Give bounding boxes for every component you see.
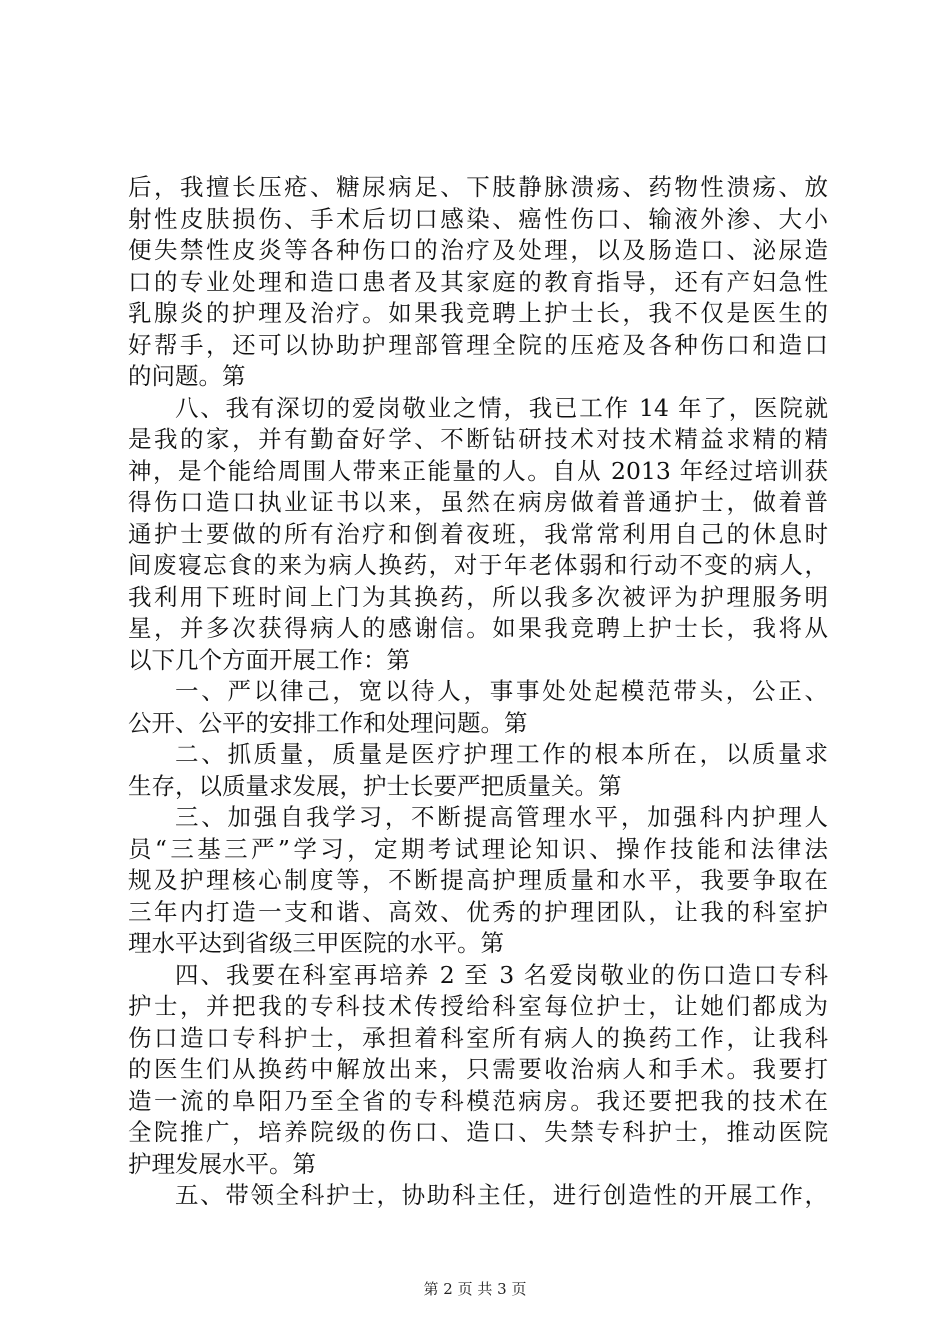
text-line: 三年内打造一支和谐、高效、优秀的护理团队，让我的科室护	[128, 897, 828, 926]
text-line: 口的专业处理和造口患者及其家庭的教育指导，还有产妇急性	[128, 267, 828, 296]
text-line: 员“三基三严”学习，定期考试理论知识、操作技能和法律法	[128, 834, 828, 863]
text-line: 乳腺炎的护理及治疗。如果我竞聘上护士长，我不仅是医生的	[128, 299, 828, 327]
text-line: 造一流的阜阳乃至全省的专科模范病房。我还要把我的技术在	[128, 1086, 828, 1115]
paragraph-plan-one	[128, 676, 828, 739]
paragraph-expertise	[128, 172, 828, 393]
text-line: 四、我要在科室再培养 2 至 3 名爱岗敬业的伤口造口专科	[175, 960, 828, 989]
text-line: 二、抓质量，质量是医疗护理工作的根本所在，以质量求	[175, 740, 828, 768]
text-line: 得伤口造口执业证书以来，虽然在病房做着普通护士，做着普	[128, 488, 828, 516]
text-line: 的医生们从换药中解放出来，只需要收治病人和手术。我要打	[128, 1055, 828, 1083]
text-line: 便失禁性皮炎等各种伤口的治疗及处理，以及肠造口、泌尿造	[128, 236, 828, 264]
text-line: 以下几个方面开展工作：第	[128, 645, 410, 674]
paragraph-plan-two	[128, 739, 828, 802]
text-line: 通护士要做的所有治疗和倒着夜班，我常常利用自己的休息时	[128, 519, 828, 548]
text-line: 是我的家，并有勤奋好学、不断钻研技术对技术精益求精的精	[128, 425, 828, 453]
text-line: 五、带领全科护士，协助科主任，进行创造性的开展工作，	[175, 1181, 828, 1209]
text-line: 护士，并把我的专科技术传授给科室每位护士，让她们都成为	[128, 992, 828, 1020]
text-line: 神，是个能给周围人带来正能量的人。自从 2013 年经过培训获	[128, 456, 828, 485]
text-line: 星，并多次获得病人的感谢信。如果我竞聘上护士长，我将从	[128, 614, 828, 642]
text-line: 三、加强自我学习，不断提高管理水平，加强科内护理人	[175, 803, 828, 831]
text-line: 生存，以质量求发展，护士长要严把质量关。第	[128, 771, 622, 800]
paragraph-point-eight	[128, 393, 828, 677]
text-line: 公开、公平的安排工作和处理问题。第	[128, 708, 528, 737]
text-line: 八、我有深切的爱岗敬业之情，我已工作 14 年了，医院就	[175, 393, 828, 422]
text-line: 间废寝忘食的来为病人换药，对于年老体弱和行动不变的病人，	[128, 551, 828, 579]
text-line: 我利用下班时间上门为其换药，所以我多次被评为护理服务明	[128, 582, 828, 611]
text-line: 一、严以律己，宽以待人，事事处处起模范带头，公正、	[175, 677, 828, 705]
text-line: 规及护理核心制度等，不断提高护理质量和水平，我要争取在	[128, 866, 828, 894]
paragraph-plan-three	[128, 802, 828, 960]
page-number-footer: 第 2 页 共 3 页	[423, 1280, 527, 1298]
text-line: 伤口造口专科护士，承担着科室所有病人的换药工作，让我科	[128, 1023, 828, 1052]
text-line: 射性皮肤损伤、手术后切口感染、癌性伤口、输液外渗、大小	[128, 204, 828, 233]
text-line: 的问题。第	[128, 362, 246, 390]
text-line: 理水平达到省级三甲医院的水平。第	[128, 929, 504, 957]
text-line: 好帮手，还可以协助护理部管理全院的压疮及各种伤口和造口	[128, 330, 828, 359]
document-body	[128, 172, 828, 1212]
paragraph-plan-four	[128, 960, 828, 1181]
paragraph-plan-five	[128, 1180, 828, 1212]
text-line: 后，我擅长压疮、糖尿病足、下肢静脉溃疡、药物性溃疡、放	[128, 173, 828, 201]
text-line: 护理发展水平。第	[128, 1149, 316, 1178]
text-line: 全院推广，培养院级的伤口、造口、失禁专科护士，推动医院	[128, 1118, 828, 1146]
